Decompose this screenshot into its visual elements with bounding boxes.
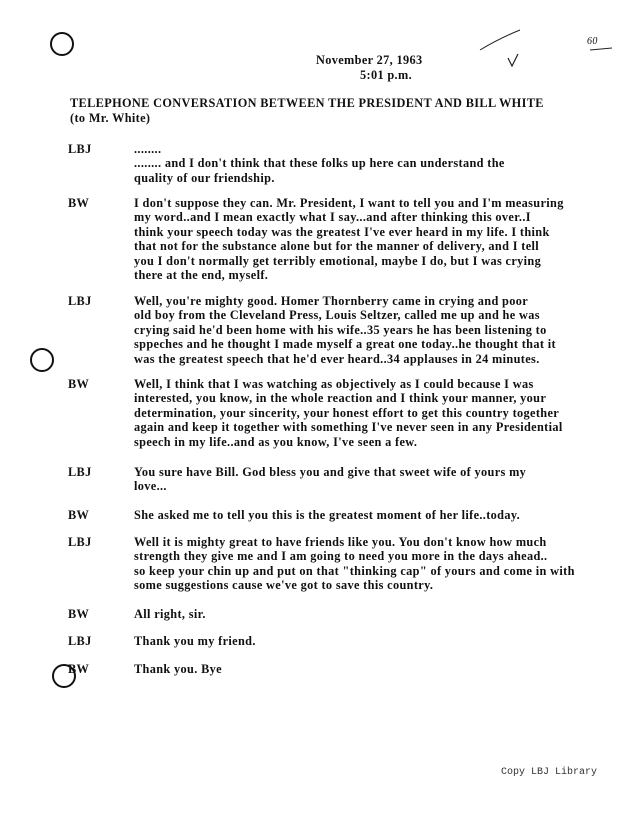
document-date: November 27, 1963 xyxy=(316,53,423,67)
speaker-label: LBJ xyxy=(68,142,92,156)
speech-line: love... xyxy=(134,479,167,494)
speech-line: old boy from the Cleveland Press, Louis Seltzer, called me up and he was xyxy=(134,308,540,323)
speech-line: so keep your chin up and put on that "thinking cap" of yours and come in with xyxy=(134,563,575,578)
speech-line: You sure have Bill. God bless you and give that sweet wife of yours my xyxy=(134,465,527,479)
speech-line: sppeches and he thought I made myself a great one today..he thought that it xyxy=(134,337,556,352)
speech-paragraph xyxy=(134,607,206,621)
speech-line: that not for the substance alone but for the manner of delivery, and I tell xyxy=(134,239,540,254)
speaker-label: BW xyxy=(68,196,90,210)
speech-paragraph xyxy=(134,294,556,366)
speaker-label: BW xyxy=(68,377,90,391)
library-copy-stamp: Copy LBJ Library xyxy=(501,767,598,778)
speech-line: I don't suppose they can. Mr. President, I want to tell you and I'm measuring xyxy=(134,196,564,210)
handwritten-page-number: 60 xyxy=(587,36,598,47)
speech-line: Well, I think that I was watching as objectively as I could because I was xyxy=(134,377,534,391)
speech-line: All right, sir. xyxy=(134,607,206,621)
speech-line: think your speech today was the greatest I've ever heard in my life. I think xyxy=(134,224,550,239)
speech-line: crying said he'd been home with his wife..35 years he has been listening to xyxy=(134,322,547,337)
speech-line: strength they give me and I am going to need you more in the days ahead.. xyxy=(134,549,548,564)
speech-paragraph xyxy=(134,508,520,522)
punch-hole-mark xyxy=(30,348,54,372)
speaker-label: BW xyxy=(68,662,90,676)
speech-line: quality of our friendship. xyxy=(134,170,275,185)
speech-line: was the greatest speech that he'd ever heard..34 applauses in 24 minutes. xyxy=(134,351,540,366)
speaker-label: BW xyxy=(68,607,90,621)
speech-line: Thank you my friend. xyxy=(134,634,256,648)
speech-paragraph xyxy=(134,634,256,648)
speech-line: again and keep it together with something I've never seen in any Presidential xyxy=(134,420,563,435)
speech-paragraph xyxy=(134,535,575,593)
speech-line: Well it is mighty great to have friends like you. You don't know how much xyxy=(134,535,547,549)
speech-paragraph xyxy=(134,142,505,185)
speech-paragraph xyxy=(134,662,222,676)
speech-line: you I don't normally get terribly emotional, maybe I do, but I was crying xyxy=(134,253,542,268)
speech-line: some suggestions cause we've got to save this country. xyxy=(134,578,434,593)
speech-line: determination, your sincerity, your honest effort to get this country together xyxy=(134,405,560,420)
speech-line: my word..and I mean exactly what I say...and after thinking this over..I xyxy=(134,210,531,225)
speech-paragraph xyxy=(134,196,564,282)
speech-paragraph xyxy=(134,377,563,449)
speech-line: She asked me to tell you this is the greatest moment of her life..today. xyxy=(134,508,521,522)
document-subtitle: (to Mr. White) xyxy=(70,111,151,125)
speaker-label: BW xyxy=(68,508,90,522)
speech-line: Well, you're mighty good. Homer Thornberry came in crying and poor xyxy=(134,294,529,308)
speaker-label: LBJ xyxy=(68,535,92,549)
speech-line: ........ xyxy=(134,142,162,156)
speech-line: interested, you know, in the whole reaction and I think your manner, your xyxy=(134,391,547,406)
document-title: TELEPHONE CONVERSATION BETWEEN THE PRESIDENT AND BILL WHITE xyxy=(70,96,544,110)
speech-line: Thank you. Bye xyxy=(134,662,222,676)
document-time: 5:01 p.m. xyxy=(360,68,412,82)
speaker-label: LBJ xyxy=(68,294,92,308)
speaker-label: LBJ xyxy=(68,634,92,648)
speech-paragraph xyxy=(134,465,526,494)
speech-line: there at the end, myself. xyxy=(134,267,269,282)
punch-hole-mark xyxy=(50,32,74,56)
speaker-label: LBJ xyxy=(68,465,92,479)
speech-line: speech in my life..and as you know, I've seen a few. xyxy=(134,434,418,449)
speech-line: ........ and I don't think that these folks up here can understand the xyxy=(134,156,505,171)
